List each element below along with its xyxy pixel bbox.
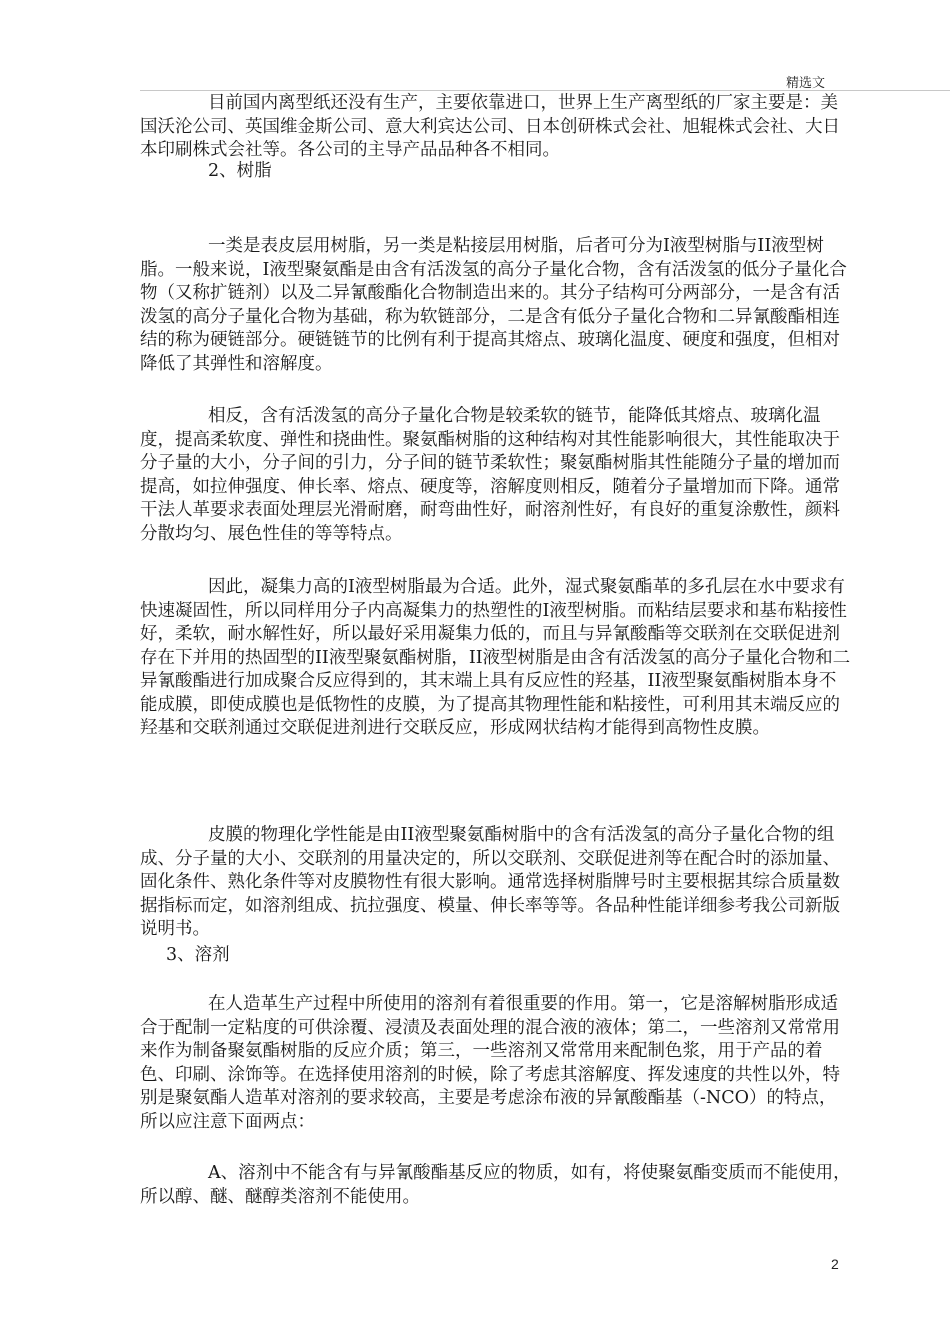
section-heading-solvent: 3、溶剂 xyxy=(166,945,230,965)
page-number: 2 xyxy=(831,1256,839,1272)
paragraph-film-properties: 皮膜的物理化学性能是由II液型聚氨酯树脂中的含有活泼氢的高分子量化合物的组成、分子量的大小、交联剂的用量决定的，所以交联剂、交联促进剂等在配合时的添加量、固化条件、熟化条件等对皮膜物性有很大影响。通常选择树脂牌号时主要根据其综合质量数据指标而定，如溶剂组成、抗拉强度、模量、伸长率等等。各品种性能详细参考我公司新版说明书。 xyxy=(140,825,840,939)
header-rule xyxy=(140,90,950,91)
header-label: 精选文 xyxy=(786,76,826,91)
paragraph-soft-chain: 相反，含有活泼氢的高分子量化合物是较柔软的链节，能降低其熔点、玻璃化温度，提高柔软度、弹性和挠曲性。聚氨酯树脂的这种结构对其性能影响很大，其性能取决于分子量的大小，分子间的引力，分子间的链节柔软性；聚氨酯树脂其性能随分子量的增加而提高，如拉伸强度、伸长率、熔点、硬度等，溶解度则相反，随着分子量增加而下降。通常干法人革要求表面处理层光滑耐磨，耐弯曲性好，耐溶剂性好，有良好的重复涂敷性，颜料分散均匀、展色性佳的等等特点。 xyxy=(140,406,840,544)
paragraph-cohesion: 因此，凝集力高的I液型树脂最为合适。此外，湿式聚氨酯革的多孔层在水中要求有快速凝固性，所以同样用分子内高凝集力的热塑性的I液型树脂。而粘结层要求和基布粘接性好，柔软，耐水解性好，所以最好采用凝集力低的，而且与异氰酸酯等交联剂在交联促进剂存在下并用的热固型的II液型聚氨酯树脂，II液型树脂是由含有活泼氢的高分子量化合物和二异氰酸酯进行加成聚合反应得到的，其末端上具有反应性的羟基，II液型聚氨酯树脂本身不能成膜，即使成膜也是低物性的皮膜，为了提高其物理性能和粘接性，可利用其末端反应的羟基和交联剂通过交联促进剂进行交联反应，形成网状结构才能得到高物性皮膜。 xyxy=(140,577,851,738)
paragraph-solvent-point-a: A、溶剂中不能含有与异氰酸酯基反应的物质，如有，将使聚氨酯变质而不能使用，所以醇、醚、醚醇类溶剂不能使用。 xyxy=(140,1163,851,1207)
section-heading-resin: 2、树脂 xyxy=(208,161,272,181)
paragraph-resin-types: 一类是表皮层用树脂，另一类是粘接层用树脂，后者可分为I液型树脂与II液型树脂。一般来说，I液型聚氨酯是由含有活泼氢的高分子量化合物，含有活泼氢的低分子量化合物（又称扩链剂）以及二异氰酸酯化合物制造出来的。其分子结构可分两部分，一是含有活泼氢的高分子量化合物为基础，称为软链部分，二是含有低分子量化合物和二异氰酸酯相连结的称为硬链部分。硬链链节的比例有利于提高其熔点、玻璃化温度、硬度和强度，但相对降低了其弹性和溶解度。 xyxy=(140,236,847,374)
paragraph-release-paper: 目前国内离型纸还没有生产，主要依靠进口，世界上生产离型纸的厂家主要是：美国沃沦公司、英国维金斯公司、意大利宾达公司、日本创研株式会社、旭辊株式会社、大日本印刷株式会社等。各公司的主导产品品种各不相同。 xyxy=(140,93,840,160)
paragraph-solvent-role: 在人造革生产过程中所使用的溶剂有着很重要的作用。第一，它是溶解树脂形成适合于配制一定粘度的可供涂覆、浸渍及表面处理的混合液的液体；第二，一些溶剂又常常用来作为制备聚氨酯树脂的反应介质；第三，一些溶剂又常常用来配制色浆，用于产品的着色、印刷、涂饰等。在选择使用溶剂的时候，除了考虑其溶解度、挥发速度的共性以外，特别是聚氨酯人造革对溶剂的要求较高，主要是考虑涂布液的异氰酸酯基（-NCO）的特点，所以应注意下面两点： xyxy=(140,994,840,1132)
